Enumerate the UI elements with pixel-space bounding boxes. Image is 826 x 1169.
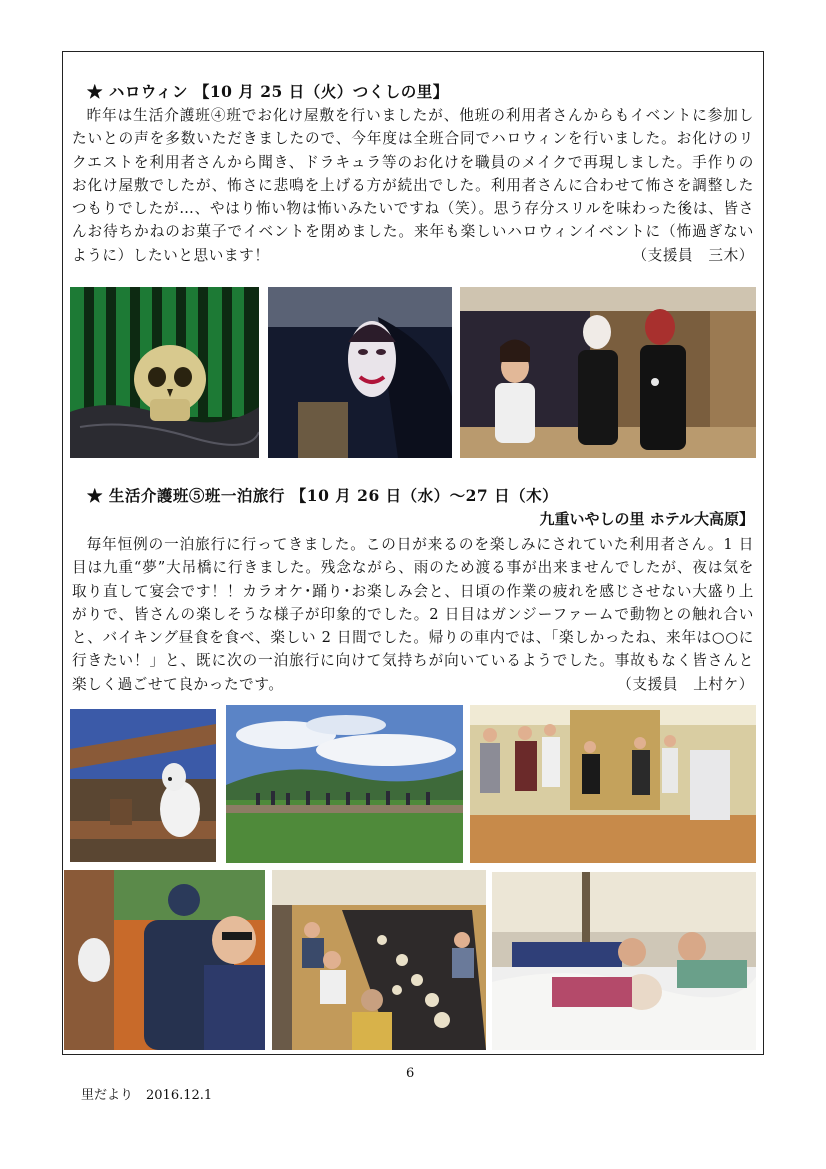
photo-resting — [492, 872, 756, 1050]
page-number: 6 — [406, 1066, 415, 1081]
photo-mask — [268, 287, 452, 458]
photo-stage-dance — [470, 705, 756, 863]
photo-landscape-group — [226, 705, 463, 863]
halloween-body — [72, 104, 754, 267]
trip-venue: 九重いやしの里 ホテル大高原】 — [539, 510, 754, 528]
photo-goat-fence — [70, 709, 216, 862]
halloween-heading: ★ ハロウィン 【10 月 25 日（火）つくしの里】 — [87, 82, 449, 101]
halloween-signature: （支援員 三木） — [632, 246, 754, 264]
trip-body — [72, 533, 754, 696]
halloween-body-text: 昨年は生活介護班④班でお化け屋敷を行いましたが、他班の利用者さんからもイベントに参加したいとの声を多数いただきましたので、今年度は全班合同でハロウィンを行いました。お化けのリクエストを利用者さんから聞き、ドラキュラ等のお化けを職員のメイクで再現しました。手作りのお化け屋敷でしたが、怖さに悲鳴を上げる方が続出でした。利用者さんに合わせて怖さを調整したつもりでしたが…、やはり怖い物は怖いみたいですね（笑）。思う存分スリルを味わった後は、皆さんお待ちかねのお菓子でイベントを閉めました。来年も楽しいハロウィンイベントに（怖過ぎないように）したいと思います！ — [72, 107, 754, 264]
photo-skull — [70, 287, 259, 458]
photo-goat-feeding — [64, 870, 265, 1050]
photo-staff-makeup — [460, 287, 756, 458]
trip-body-text: 毎年恒例の一泊旅行に行ってきました。この日が来るのを楽しみにされていた利用者さん。1 日目は九重“夢”大吊橋に行きました。残念ながら、雨のため渡る事が出来ませんでしたが、夜は気を取り直して宴会です！！カラオケ･踊り･お楽しみ会と、日頃の作業の疲れを感じさせない大盛り上がりで、皆さんの楽しそうな様子が印象的でした。2 日目はガンジーファームで動物との触れ合いと、バイキング昼食を食べ、楽しい 2 日間でした。帰りの車内では、「楽しかったね、来年は○○に行きたい！」と、既に次の一泊旅行に向けて気持ちが向いているようでした。事故もなく皆さんと楽しく過ごせて良かったです。 — [72, 536, 754, 693]
trip-heading: ★ 生活介護班⑤班一泊旅行 【10 月 26 日（水）～27 日（木） — [87, 486, 559, 505]
newsletter-date: 里だより 2016.12.1 — [81, 1088, 213, 1103]
trip-signature: （支援員 上村ケ） — [617, 675, 754, 693]
photo-banquet — [272, 870, 486, 1050]
